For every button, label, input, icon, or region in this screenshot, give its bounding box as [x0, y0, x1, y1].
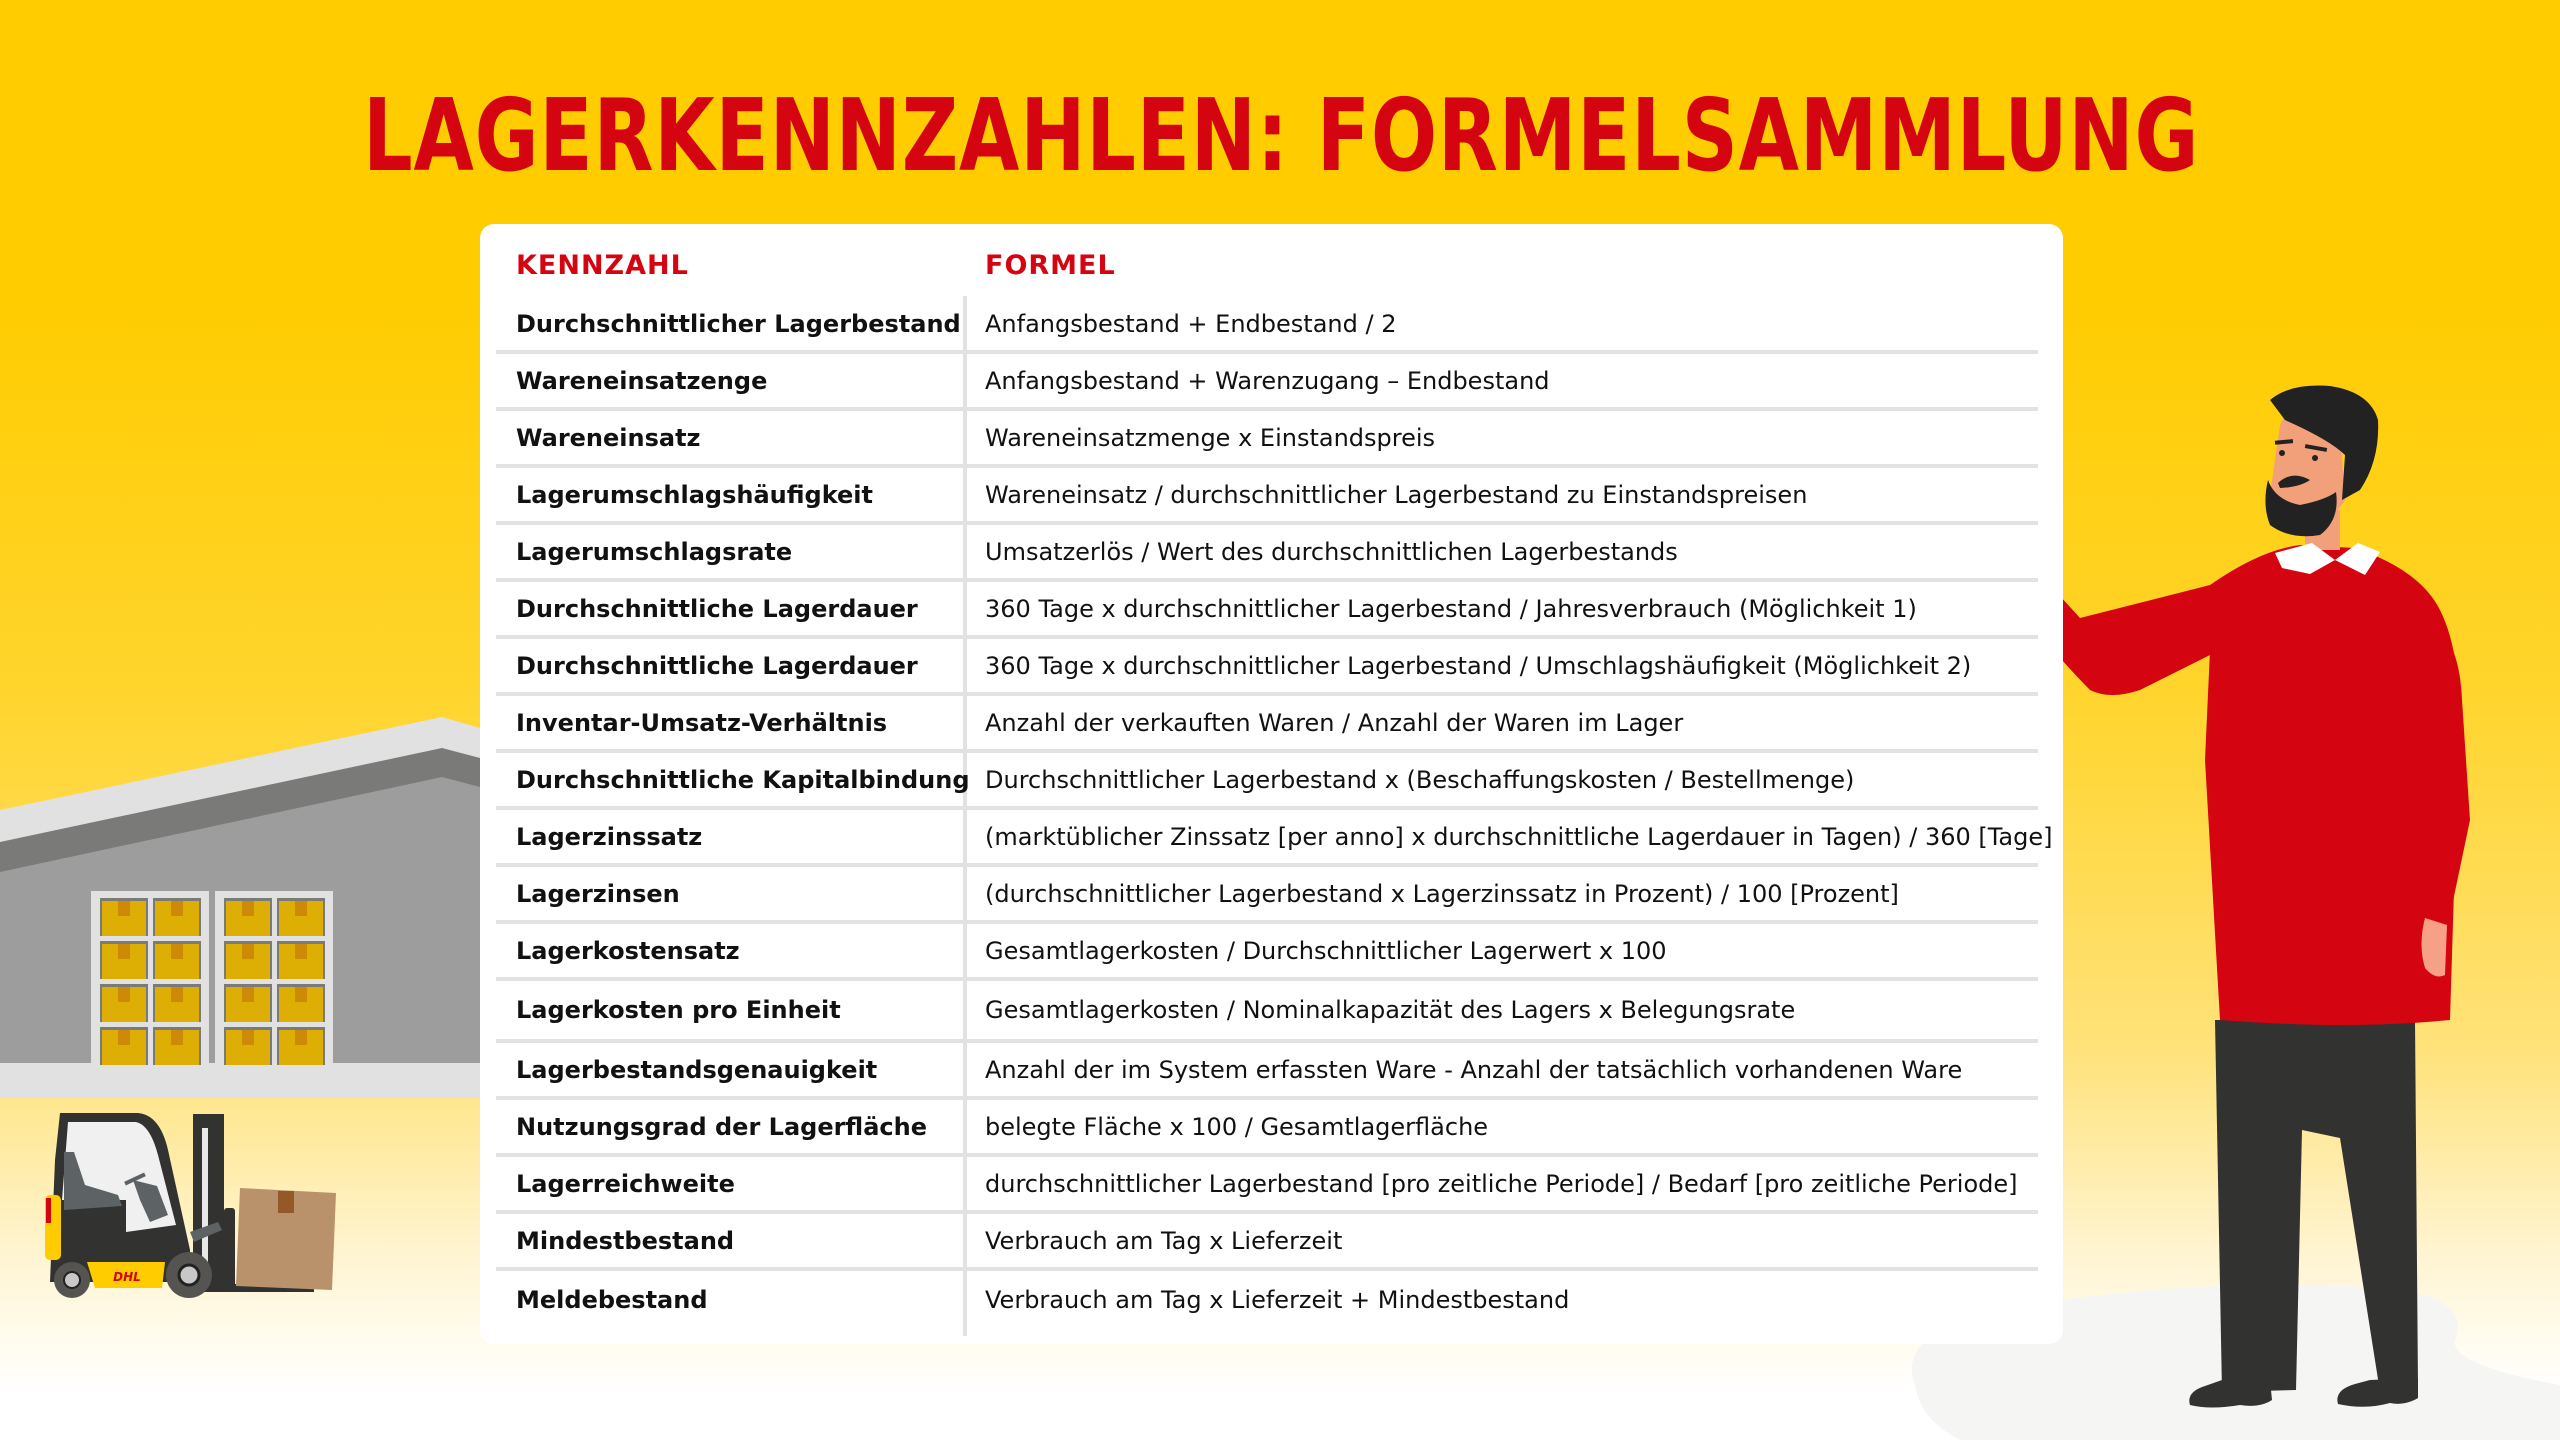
kennzahl-cell: Lagerzinsen	[516, 879, 680, 908]
kennzahl-cell: Lagerumschlagshäufigkeit	[516, 480, 873, 509]
table-row	[496, 696, 2038, 753]
kennzahl-cell: Meldebestand	[516, 1285, 708, 1314]
formel-cell: (marktüblicher Zinssatz [per anno] x durchschnittliche Lagerdauer in Tagen) / 360 [Tage]	[985, 822, 2053, 851]
formel-cell: Gesamtlagerkosten / Durchschnittlicher Lagerwert x 100	[985, 936, 1667, 965]
formel-cell: Anfangsbestand + Warenzugang – Endbestand	[985, 366, 1550, 395]
table-row	[496, 525, 2038, 582]
table-row	[496, 981, 2038, 1043]
kennzahl-cell: Mindestbestand	[516, 1226, 735, 1255]
table-row	[496, 354, 2038, 411]
table-row	[496, 810, 2053, 867]
forklift-icon	[45, 1113, 336, 1298]
formel-cell: belegte Fläche x 100 / Gesamtlagerfläche	[985, 1112, 1489, 1141]
kennzahl-cell: Inventar-Umsatz-Verhältnis	[516, 708, 888, 737]
formel-cell: (durchschnittlicher Lagerbestand x Lagerzinssatz in Prozent) / 100 [Prozent]	[985, 879, 1899, 908]
kennzahl-cell: Lagerumschlagsrate	[516, 537, 793, 566]
page-title-text: LAGERKENNZAHLEN: FORMELSAMMLUNG	[363, 77, 2200, 194]
table-row	[496, 582, 2038, 639]
table-row	[496, 867, 2038, 924]
table-row	[496, 1100, 2038, 1157]
formula-table-card	[480, 224, 2063, 1344]
warehouse-illustration	[0, 717, 480, 1098]
formel-cell: Anzahl der verkauften Waren / Anzahl der Waren im Lager	[985, 708, 1684, 737]
table-row	[496, 1043, 2038, 1100]
page-title	[350, 77, 2213, 194]
column-header-formel: FORMEL	[985, 250, 1116, 281]
kennzahl-cell: Durchschnittliche Lagerdauer	[516, 594, 918, 623]
kennzahl-cell: Durchschnittliche Kapitalbindung	[516, 765, 970, 794]
formel-cell: Anfangsbestand + Endbestand / 2	[985, 309, 1397, 338]
kennzahl-cell: Lagerkostensatz	[516, 936, 740, 965]
kennzahl-cell: Durchschnittliche Lagerdauer	[516, 651, 918, 680]
formel-cell: Durchschnittlicher Lagerbestand x (Beschaffungskosten / Bestellmenge)	[985, 765, 1855, 794]
formel-cell: 360 Tage x durchschnittlicher Lagerbestand / Umschlagshäufigkeit (Möglichkeit 2)	[985, 651, 1972, 680]
kennzahl-cell: Lagerzinssatz	[516, 822, 703, 851]
formel-cell: Wareneinsatz / durchschnittlicher Lagerbestand zu Einstandspreisen	[985, 480, 1808, 509]
kennzahl-cell: Nutzungsgrad der Lagerfläche	[516, 1112, 927, 1141]
formel-cell: Anzahl der im System erfassten Ware - Anzahl der tatsächlich vorhandenen Ware	[985, 1055, 1963, 1084]
table-row	[496, 297, 2038, 354]
kennzahl-cell: Durchschnittlicher Lagerbestand	[516, 309, 961, 338]
column-header-kennzahl: KENNZAHL	[516, 250, 689, 281]
kennzahl-cell: Lagerkosten pro Einheit	[516, 996, 841, 1024]
table-row	[496, 468, 2038, 525]
formel-cell: Verbrauch am Tag x Lieferzeit + Mindestbestand	[985, 1285, 1570, 1314]
table-row	[496, 1214, 2038, 1271]
kennzahl-cell: Wareneinsatz	[516, 423, 701, 452]
kennzahl-cell: Wareneinsatzenge	[516, 366, 768, 395]
formel-cell: Wareneinsatzmenge x Einstandspreis	[985, 423, 1436, 452]
formel-cell: Gesamtlagerkosten / Nominalkapazität des Lagers x Belegungsrate	[985, 996, 1796, 1024]
formel-cell: durchschnittlicher Lagerbestand [pro zeitliche Periode] / Bedarf [pro zeitliche Periode]	[985, 1169, 2018, 1198]
formula-table-body	[496, 297, 2053, 1328]
table-row	[496, 1157, 2038, 1214]
table-row	[496, 924, 2038, 981]
dhl-logo: DHL	[113, 1270, 141, 1284]
formel-cell: Verbrauch am Tag x Lieferzeit	[985, 1226, 1343, 1255]
kennzahl-cell: Lagerbestandsgenauigkeit	[516, 1055, 878, 1084]
formel-cell: 360 Tage x durchschnittlicher Lagerbestand / Jahresverbrauch (Möglichkeit 1)	[985, 594, 1917, 623]
table-row	[496, 411, 2038, 468]
formel-cell: Umsatzerlös / Wert des durchschnittlichen Lagerbestands	[985, 537, 1678, 566]
kennzahl-cell: Lagerreichweite	[516, 1169, 735, 1198]
table-row	[496, 1271, 2038, 1328]
table-row	[496, 753, 2038, 810]
table-row	[496, 639, 2038, 696]
